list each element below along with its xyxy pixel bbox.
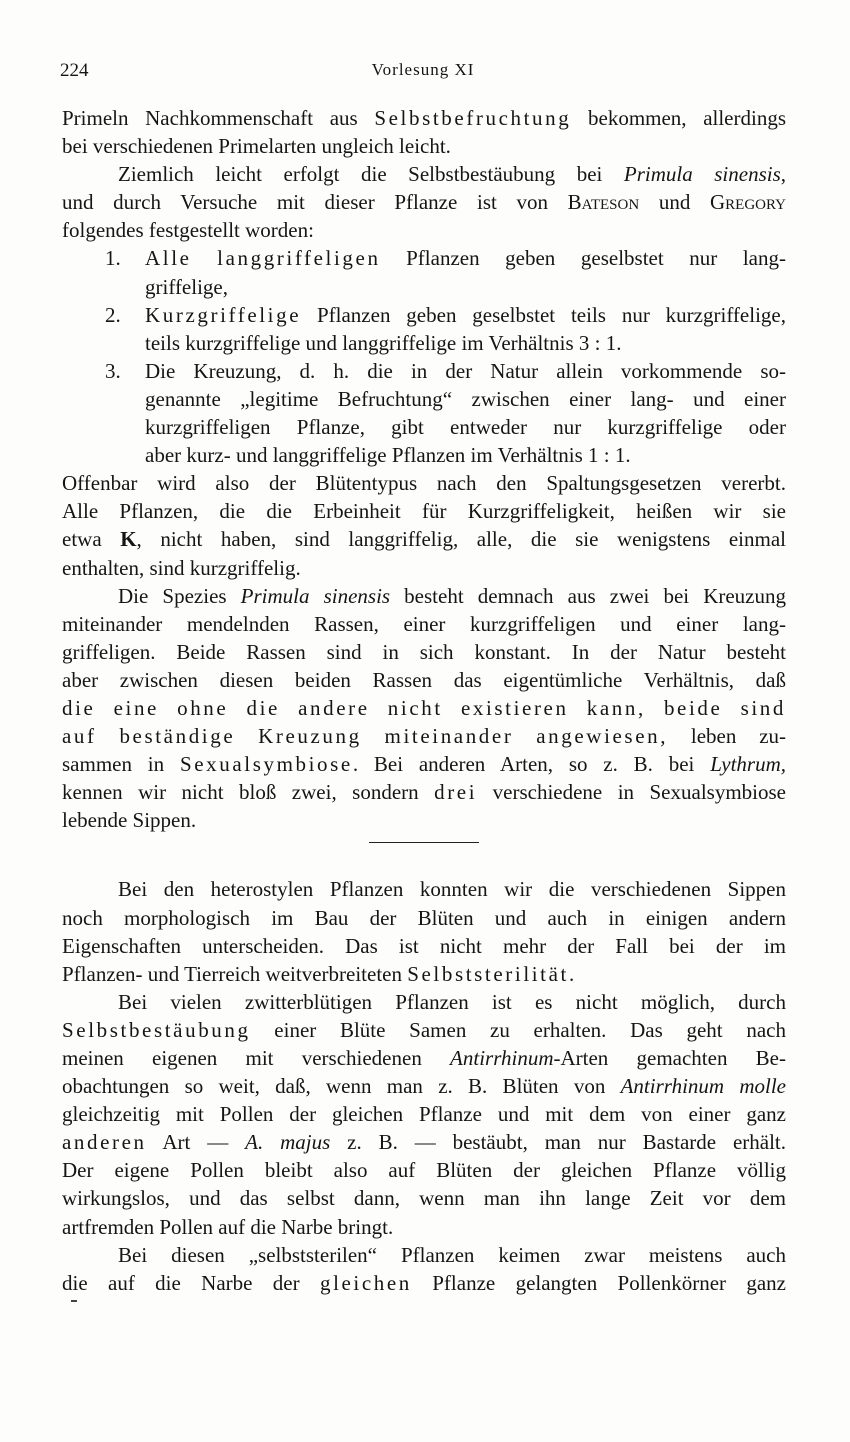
text-line: anderen Art — A. majus z. B. — bestäubt, man nur Bastarde erhält. [62, 1130, 787, 1155]
text-line: kennen wir nicht bloß zwei, sondern drei verschiedene in Sexualsymbiose [62, 780, 786, 805]
text-line: griffeligen. Beide Rassen sind in sich konstant. In der Natur besteht [62, 639, 786, 664]
species-name: Antirrhinum molle [620, 1074, 786, 1099]
list-item: 1. Alle langgriffeligen Pflanzen geben geselbstet nur lang- [105, 246, 786, 271]
text-line: enthalten, sind kurzgriffelig. [62, 555, 301, 580]
species-name: A. majus [245, 1130, 331, 1155]
text-line: die auf die Narbe der gleichen Pflanze gelangten Pollenkörner ganz [62, 1270, 786, 1295]
list-item-continuation: kurzgriffeligen Pflanze, gibt entweder nur kurzgriffelige oder [145, 415, 786, 440]
text-line: miteinander mendelnden Rassen, einer kurzgriffeligen und einer lang- [62, 611, 786, 636]
text-line: Eigenschaften unterscheiden. Das ist nicht mehr der Fall bei der im [62, 933, 786, 958]
text-line: wirkungslos, und das selbst dann, wenn man ihn lange Zeit vor dem [62, 1186, 786, 1211]
text-line: Bei diesen „selbststerilen“ Pflanzen keimen zwar meistens auch [118, 1242, 786, 1267]
text-line: Bei vielen zwitterblütigen Pflanzen ist es nicht möglich, durch [118, 989, 786, 1014]
list-item-continuation: teils kurzgriffelige und langgriffelige im Verhältnis 3 : 1. [145, 330, 622, 355]
text-line: Der eigene Pollen bleibt also auf Blüten der gleichen Pflanze völlig [62, 1158, 786, 1183]
text-line: meinen eigenen mit verschiedenen Antirrhinum-Arten gemachten Be- [62, 1046, 786, 1070]
body-text [62, 104, 786, 1297]
author-name: Bateson [567, 190, 640, 215]
page-header [60, 60, 786, 88]
species-name: Primula sinensis [623, 162, 781, 187]
text-line: Bei den heterostylen Pflanzen konnten wir die verschiedenen Sippen [118, 877, 786, 902]
text-line: Offenbar wird also der Blütentypus nach den Spaltungsgesetzen vererbt. [62, 471, 786, 496]
text-line: auf beständige Kreuzung miteinander angewiesen, leben zu- [62, 724, 787, 749]
text-line: aber zwischen diesen beiden Rassen das eigentümliche Verhältnis, daß [62, 667, 786, 692]
list-item: 3. Die Kreuzung, d. h. die in der Natur allein vorkommende so- [105, 358, 786, 383]
text-line: artfremden Pollen auf die Narbe bringt. [62, 1214, 394, 1239]
text-line: sammen in Sexualsymbiose. Bei anderen Arten, so z. B. bei Lythrum, [62, 752, 786, 777]
species-name: Primula sinensis [240, 583, 391, 608]
section-divider [369, 842, 479, 843]
text-line: Primeln Nachkommenschaft aus Selbstbefruchtung bekommen, allerdings [62, 106, 786, 130]
text-line: bei verschiedenen Primelarten ungleich leicht. [62, 134, 451, 159]
text-line: noch morphologisch im Bau der Blüten und auch in einigen andern [62, 905, 786, 930]
spaced-word: Selbstbefruchtung [374, 106, 572, 130]
text-line: gleichzeitig mit Pollen der gleichen Pflanze und mit dem von einer ganz [62, 1102, 786, 1127]
author-name: Gregory [710, 190, 787, 215]
text-line: Pflanzen- und Tierreich weitverbreiteten Selbststerilität. [62, 961, 575, 986]
genus-name: Lythrum, [710, 752, 786, 777]
list-item-continuation: genannte „legitime Befruchtung“ zwischen einer lang- und einer [145, 386, 786, 411]
text-line: und durch Versuche mit dieser Pflanze ist von Bateson und Gregory [62, 190, 787, 215]
text-line: Selbstbestäubung einer Blüte Samen zu erhalten. Das geht nach [62, 1017, 786, 1042]
list-item-continuation: aber kurz- und langgriffelige Pflanzen im Verhältnis 1 : 1. [145, 443, 631, 468]
text-line: Alle Pflanzen, die die Erbeinheit für Kurzgriffeligkeit, heißen wir sie [62, 499, 786, 524]
list-item-continuation: griffelige, [145, 274, 228, 299]
page-number: 224 [60, 60, 89, 81]
text-line: die eine ohne die andere nicht existieren kann, beide sind [62, 695, 786, 720]
list-item: 2. Kurzgriffelige Pflanzen geben geselbstet teils nur kurzgriffelige, [105, 302, 786, 327]
text-line: obachtungen so weit, daß, wenn man z. B. Blüten von Antirrhinum molle [62, 1074, 786, 1099]
text-line: Die Spezies Primula sinensis besteht demnach aus zwei bei Kreuzung [118, 583, 786, 608]
text-line: folgendes festgestellt worden: [62, 218, 314, 243]
text-line: etwa K, nicht haben, sind langgriffelig, alle, die sie wenigstens einmal [62, 527, 786, 552]
text-line: Ziemlich leicht erfolgt die Selbstbestäubung bei Primula sinensis, [118, 162, 787, 187]
running-head: Vorlesung XI [371, 60, 475, 79]
print-speck [71, 1300, 77, 1302]
factor-symbol: K [120, 527, 137, 552]
text-line: lebende Sippen. [62, 808, 197, 833]
genus-name: Antirrhinum [450, 1046, 554, 1070]
